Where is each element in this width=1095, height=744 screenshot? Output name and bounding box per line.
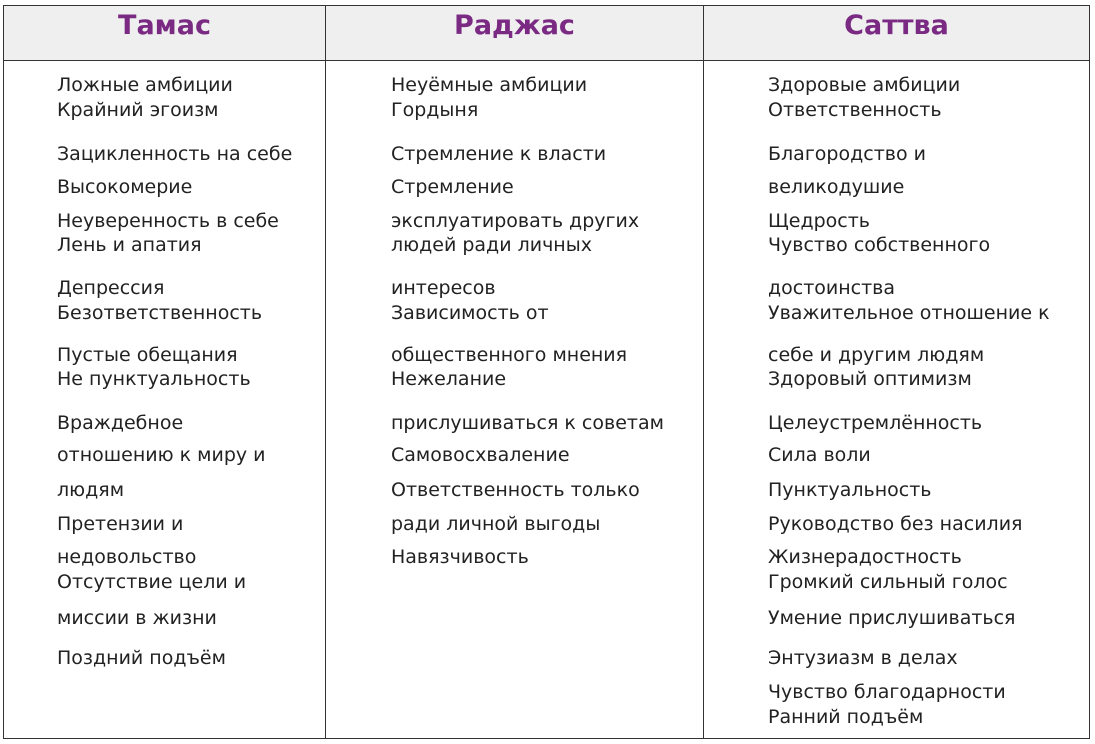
sattva-line: Пунктуальность (768, 479, 932, 501)
tamas-line: людям (57, 479, 125, 501)
sattva-line: великодушие (768, 176, 905, 198)
sattva-line: достоинства (768, 277, 896, 299)
sattva-line: Умение прислушиваться (768, 607, 1016, 629)
tamas-line: Ложные амбиции (57, 74, 233, 96)
sattva-line: Благородство и (768, 143, 926, 165)
tamas-line: Претензии и (57, 513, 184, 535)
tamas-line: недовольство (57, 546, 197, 568)
rajas-line: эксплуатировать других (391, 210, 640, 232)
rajas-line: Нежелание (391, 368, 507, 390)
tamas-line: Безответственность (57, 302, 263, 324)
sattva-line: Здоровый оптимизм (768, 368, 972, 390)
rajas-line: Гордыня (391, 99, 479, 121)
sattva-line: себе и другим людям (768, 344, 985, 366)
rajas-line: прислушиваться к советам (391, 412, 664, 434)
header-tamas: Тамас (118, 10, 211, 41)
tamas-line: миссии в жизни (57, 607, 217, 629)
tamas-line: Неуверенность в себе (57, 210, 279, 232)
rajas-line: Самовосхваление (391, 444, 570, 466)
sattva-line: Чувство собственного (768, 234, 991, 256)
tamas-line: Отсутствие цели и (57, 571, 247, 593)
rajas-line: интересов (391, 277, 496, 299)
rajas-line: людей ради личных (391, 234, 592, 256)
rajas-line: Неуёмные амбиции (391, 74, 588, 96)
sattva-line: Громкий сильный голос (768, 571, 1008, 593)
sattva-line: Руководство без насилия (768, 513, 1023, 535)
rajas-line: Навязчивость (391, 546, 529, 568)
column-divider (325, 6, 326, 738)
sattva-line: Жизнерадостность (768, 546, 962, 568)
column-divider (703, 6, 704, 738)
sattva-line: Здоровые амбиции (768, 74, 961, 96)
tamas-line: Пустые обещания (57, 344, 238, 366)
rajas-line: Ответственность только (391, 479, 640, 501)
sattva-line: Сила воли (768, 444, 871, 466)
header-rajas: Раджас (454, 10, 575, 41)
tamas-line: Лень и апатия (57, 234, 202, 256)
tamas-line: Крайний эгоизм (57, 99, 219, 121)
header-sattva: Саттва (844, 10, 949, 41)
tamas-line: Поздний подъём (57, 647, 226, 669)
rajas-line: общественного мнения (391, 344, 628, 366)
sattva-line: Ответственность (768, 99, 942, 121)
sattva-line: Ранний подъём (768, 706, 924, 728)
sattva-line: Энтузиазм в делах (768, 647, 958, 669)
comparison-table (3, 5, 1090, 739)
sattva-line: Щедрость (768, 210, 871, 232)
tamas-line: Не пунктуальность (57, 368, 251, 390)
rajas-line: ради личной выгоды (391, 513, 601, 535)
tamas-line: Депрессия (57, 277, 165, 299)
sattva-line: Целеустремлённость (768, 412, 983, 434)
tamas-line: Высокомерие (57, 176, 193, 198)
sattva-line: Чувство благодарности (768, 681, 1006, 703)
tamas-line: Враждебное (57, 412, 184, 434)
rajas-line: Стремление (391, 176, 514, 198)
rajas-line: Зависимость от (391, 302, 549, 324)
rajas-line: Стремление к власти (391, 143, 607, 165)
tamas-line: Зацикленность на себе (57, 143, 293, 165)
tamas-line: отношению к миру и (57, 444, 266, 466)
sattva-line: Уважительное отношение к (768, 302, 1050, 324)
